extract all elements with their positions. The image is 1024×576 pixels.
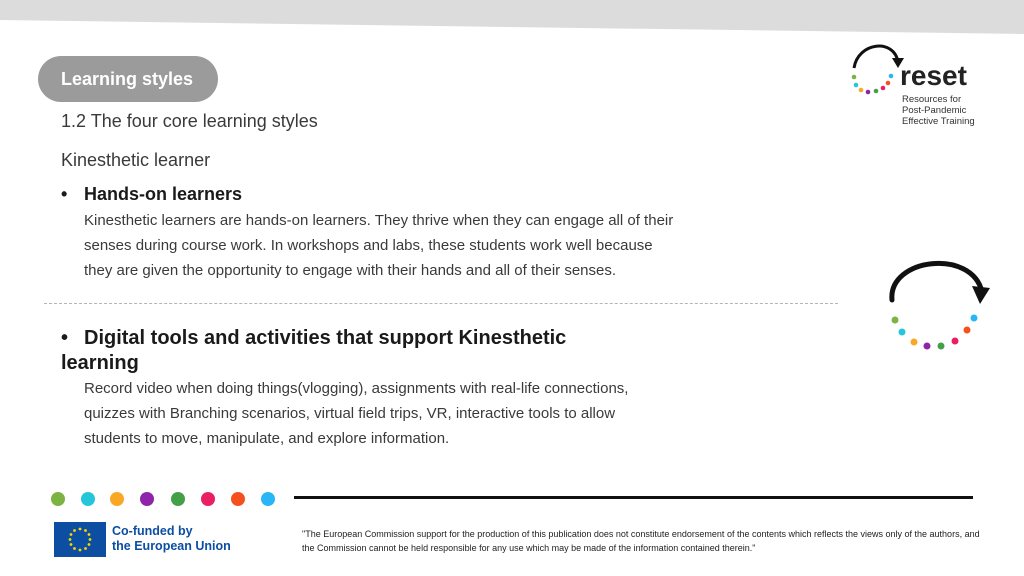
- tagline-line: Effective Training: [902, 116, 975, 127]
- bullet-hands-on-title: Hands-on learners: [84, 184, 243, 204]
- disclaimer-text: "The European Commission support for the production of this publication does not constitute endorsement of the contents which reflects the views only of the authors, and the Commission cannot be held responsible for any use which may be made of the information contained therein.": [302, 529, 980, 553]
- dashed-divider: [44, 303, 838, 304]
- bullet-digital-tools-title: Digital tools and activities that support Kinesthetic learning: [61, 327, 567, 374]
- bullet-marker: •: [61, 327, 69, 349]
- bullet-hands-on-text: Kinesthetic learners are hands-on learners. They thrive when they can engage all of their senses during course work. In workshops and labs, these students work well because they are given the opportunity to engage with their hands and all of their senses.: [84, 212, 674, 279]
- tagline-line: Post-Pandemic: [902, 105, 967, 116]
- slide-subtitle: 1.2 The four core learning styles: [61, 111, 318, 131]
- eu-line-2: the European Union: [112, 539, 231, 553]
- bullet-digital-tools: [61, 326, 621, 376]
- eu-cofunded-label: [112, 524, 231, 554]
- reset-logo-word: reset: [900, 60, 967, 91]
- footer-rule: [294, 496, 973, 499]
- eu-line-1: Co-funded by: [112, 524, 193, 538]
- reset-logo-tagline: [902, 94, 975, 127]
- bullet-digital-tools-text: Record video when doing things(vlogging), assignments with real-life connections, quizzes with Branching scenarios, virtual field trips, VR, interactive tools to allow students to move, manipulate, and explore information.: [84, 380, 629, 447]
- slide-heading: Kinesthetic learner: [61, 150, 211, 170]
- eu-flag-icon: [54, 522, 106, 557]
- bullet-hands-on: [61, 184, 242, 205]
- top-decorative-band: [0, 0, 1024, 34]
- bullet-marker: •: [61, 184, 68, 204]
- section-pill-label: Learning styles: [61, 68, 194, 89]
- color-dots-decoration: [48, 488, 280, 510]
- tagline-line: Resources for: [902, 94, 962, 105]
- cycle-arrow-icon: [878, 252, 998, 356]
- section-pill: [38, 56, 218, 102]
